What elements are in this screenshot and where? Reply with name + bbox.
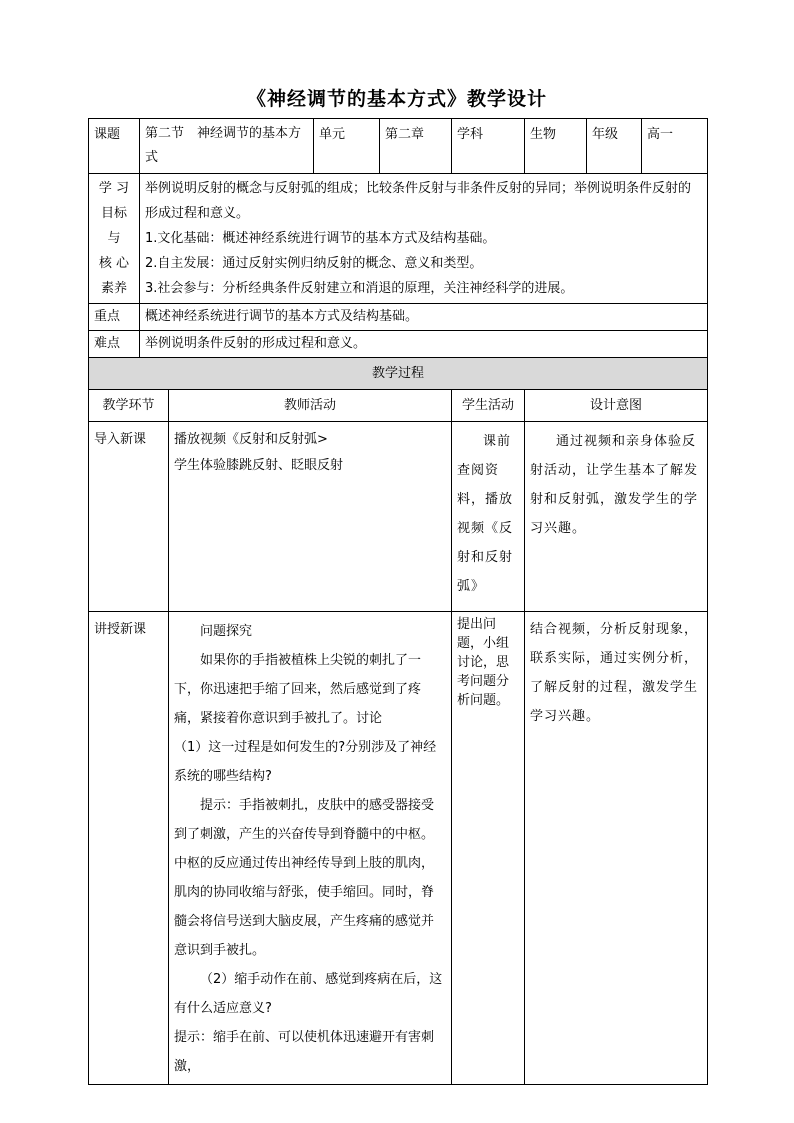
topic-value: 第二节 神经调节的基本方式 — [140, 119, 314, 174]
goals-label-line: 核 心 — [98, 256, 130, 271]
column-header-row — [89, 390, 708, 422]
difficulty-value: 举例说明条件反射的形成过程和意义。 — [140, 331, 708, 358]
goals-intro: 举例说明反射的概念与反射弧的组成；比较条件反射与非条件反射的异同；举例说明条件反射的形成过程和意义。 — [145, 181, 692, 221]
goals-item-2: 2.自主发展：通过反射实例归纳反射的概念、意义和类型。 — [145, 256, 483, 271]
goals-label-line: 素养 — [100, 281, 127, 296]
col-header-intent: 设计意图 — [525, 390, 708, 422]
subject-label: 学科 — [452, 119, 525, 174]
difficulty-row — [89, 331, 708, 358]
difficulty-label: 难点 — [89, 331, 140, 358]
intent-cell — [525, 612, 708, 1085]
student-text: 提出问题，小组讨论，思考问题分析问题。 — [457, 617, 510, 708]
unit-value: 第二章 — [380, 119, 452, 174]
stage-cell: 导入新课 — [89, 422, 169, 612]
teacher-line: （2）缩手动作在前、感觉到疼病在后，这有什么适应意义? — [174, 972, 443, 1016]
teacher-line: 学生体验膝跳反射、眨眼反射 — [174, 458, 344, 473]
key-point-label: 重点 — [89, 304, 140, 331]
teacher-line: 如果你的手指被植株上尖锐的刺扎了一下，你迅速把手缩了回来，然后感觉到了疼痛，紧接着你意识到手被扎了。讨论 — [174, 653, 422, 726]
goals-item-3: 3.社会参与：分析经典条件反射建立和消退的原理，关注神经科学的进展。 — [145, 281, 574, 296]
grade-value: 高一 — [642, 119, 708, 174]
table-row — [89, 422, 708, 612]
grade-label: 年级 — [587, 119, 642, 174]
goals-content — [140, 174, 708, 304]
goals-label-line: 学 习 — [98, 181, 130, 196]
intent-text: 通过视频和亲身体验反射活动，让学生基本了解发射和反射弧，激发学生的学习兴趣。 — [530, 434, 699, 536]
intent-text: 结合视频，分析反射现象，联系实际，通过实例分析，了解反射的过程，激发学生学习兴趣。 — [530, 622, 699, 724]
table-row — [89, 612, 708, 1085]
teacher-cell — [169, 612, 452, 1085]
student-cell — [452, 612, 525, 1085]
goals-label-line: 与 — [107, 231, 121, 246]
topic-label: 课题 — [89, 119, 140, 174]
col-header-stage: 教学环节 — [89, 390, 169, 422]
key-point-value: 概述神经系统进行调节的基本方式及结构基础。 — [140, 304, 708, 331]
teacher-line: 问题探究 — [200, 624, 253, 639]
goals-row — [89, 174, 708, 304]
header-row — [89, 119, 708, 174]
stage-cell: 讲授新课 — [89, 612, 169, 1085]
student-text: 课前查阅资料，播放视频《反射和反射弧》 — [457, 434, 514, 594]
col-header-student: 学生活动 — [452, 390, 525, 422]
intent-cell — [525, 422, 708, 612]
teacher-cell — [169, 422, 452, 612]
teacher-line: 提示：手指被刺扎，皮肤中的感受器接受到了刺激，产生的兴奋传导到脊髓中的中枢。中枢的反应通过传出神经传导到上肢的肌肉，肌肉的协同收缩与舒张，使手缩回。同时，脊髓会将信号送到大脑皮展，产生疼痛的感觉并意识到手被扎。 — [174, 798, 435, 958]
goals-label — [89, 174, 140, 304]
teacher-line: （1）这一过程是如何发生的?分别涉及了神经系统的哪些结构? — [174, 740, 437, 784]
teacher-line: 播放视频《反射和反射弧> — [174, 432, 328, 447]
teacher-line: 提示：缩手在前、可以使机体迅速避开有害刺激， — [174, 1030, 435, 1074]
process-header-row — [89, 358, 708, 390]
goals-label-line: 目标 — [100, 206, 127, 221]
unit-label: 单元 — [314, 119, 380, 174]
subject-value: 生物 — [525, 119, 587, 174]
student-cell — [452, 422, 525, 612]
document-title: 《神经调节的基本方式》教学设计 — [246, 88, 547, 110]
lesson-plan-table — [88, 118, 708, 1085]
process-header: 教学过程 — [89, 358, 708, 390]
col-header-teacher: 教师活动 — [169, 390, 452, 422]
goals-item-1: 1.文化基础：概述神经系统进行调节的基本方式及结构基础。 — [145, 231, 496, 246]
key-point-row — [89, 304, 708, 331]
